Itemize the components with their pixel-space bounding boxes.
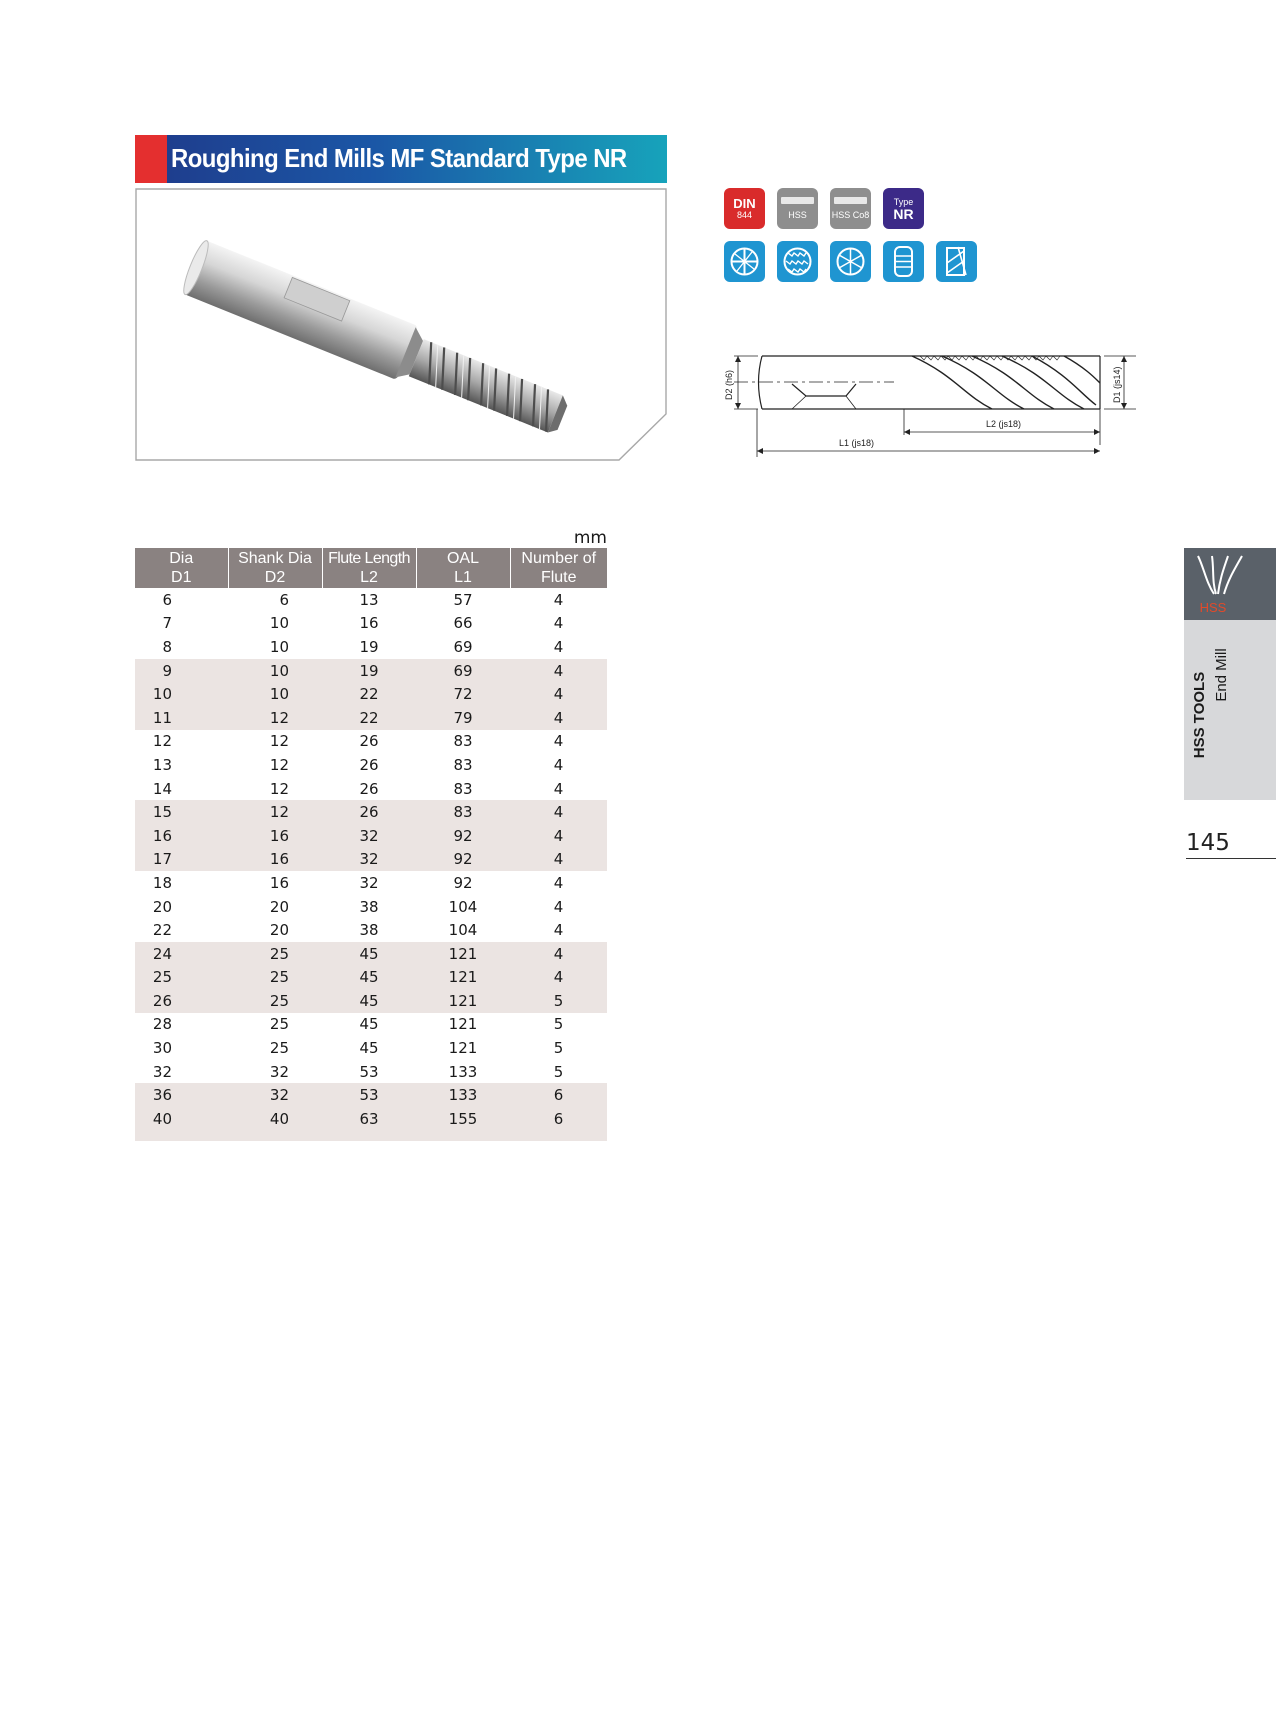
- cell-shank-dia: 10: [269, 637, 289, 656]
- cell-shank-dia: 16: [228, 824, 322, 848]
- cell-flute-length: 45: [322, 989, 416, 1013]
- cell-flute-length: 22: [322, 706, 416, 730]
- cell-shank-dia: 10: [228, 659, 322, 683]
- cell-number-of-flute: 4: [510, 966, 607, 990]
- spec-table-container: [135, 528, 607, 1141]
- table-row: [135, 730, 607, 754]
- page-number-rule: [1186, 858, 1276, 859]
- cell-oal: 83: [416, 800, 510, 824]
- header-dia-line2: D1: [171, 569, 192, 586]
- table-row: [135, 1060, 607, 1084]
- cell-dia: 9: [135, 659, 228, 683]
- din-badge-number: 844: [736, 209, 753, 220]
- table-header-row: [135, 548, 607, 588]
- cell-number-of-flute: 4: [553, 732, 564, 751]
- side-tab-category-label: HSS TOOLS: [1191, 671, 1208, 759]
- cell-dia: 32: [152, 1062, 172, 1081]
- header-oal: [416, 548, 510, 588]
- header-number-of-flute: [510, 548, 607, 588]
- cell-number-of-flute: 4: [510, 659, 607, 683]
- cell-number-of-flute: 4: [510, 706, 607, 730]
- unit-label: mm: [573, 528, 607, 548]
- cell-oal: 104: [448, 897, 478, 916]
- cell-shank-dia: 12: [269, 779, 289, 798]
- cell-number-of-flute: 4: [510, 848, 607, 872]
- table-row: [135, 871, 607, 895]
- cell-oal: 121: [448, 1015, 478, 1034]
- header-shank-dia: [228, 548, 322, 588]
- cell-flute-length: 38: [359, 897, 379, 916]
- cell-dia: 17: [135, 848, 228, 872]
- cell-number-of-flute: 5: [553, 1015, 564, 1034]
- cell-flute-length: 26: [359, 779, 379, 798]
- table-row: [135, 895, 607, 919]
- hss-co8-badge: [830, 188, 871, 229]
- cell-dia: 11: [135, 706, 228, 730]
- cell-dia: 15: [135, 800, 228, 824]
- cell-dia: 30: [152, 1039, 172, 1058]
- cell-dia: 40: [135, 1107, 228, 1131]
- cell-dia: 7: [162, 614, 172, 633]
- cell-shank-dia: 20: [269, 897, 289, 916]
- cell-flute-length: 26: [359, 755, 379, 774]
- d1-label: D1 (js14): [1112, 366, 1122, 403]
- cell-number-of-flute: 4: [510, 824, 607, 848]
- technical-drawing: [724, 345, 1136, 460]
- cell-number-of-flute: 4: [510, 942, 607, 966]
- cell-number-of-flute: 4: [553, 637, 564, 656]
- cell-dia: 25: [135, 966, 228, 990]
- cell-flute-length: 26: [359, 732, 379, 751]
- cell-dia: 24: [135, 942, 228, 966]
- cell-dia: 13: [152, 755, 172, 774]
- table-row: [135, 918, 607, 942]
- table-footer-cell: [135, 1131, 607, 1141]
- cell-shank-dia: 16: [228, 848, 322, 872]
- cell-flute-length: 26: [322, 800, 416, 824]
- cell-shank-dia: 32: [269, 1062, 289, 1081]
- side-tab-subcategory-label: End Mill: [1213, 648, 1230, 702]
- cell-dia: 14: [152, 779, 172, 798]
- cell-flute-length: 32: [359, 873, 379, 892]
- cell-oal: 133: [416, 1083, 510, 1107]
- cell-oal: 92: [416, 848, 510, 872]
- cell-shank-dia: 16: [269, 873, 289, 892]
- header-shank-line2: D2: [264, 569, 286, 586]
- cell-dia: 8: [162, 637, 172, 656]
- cell-oal: 72: [416, 682, 510, 706]
- cell-flute-length: 32: [322, 848, 416, 872]
- cylindrical-shank-icon: [883, 241, 924, 282]
- cell-flute-length: 19: [359, 637, 379, 656]
- cell-flute-length: 32: [322, 824, 416, 848]
- cell-shank-dia: 25: [228, 966, 322, 990]
- cell-flute-length: 53: [359, 1062, 379, 1081]
- cell-shank-dia: 10: [269, 614, 289, 633]
- product-photo: [135, 188, 667, 461]
- table-row: [135, 659, 607, 683]
- title-banner: [135, 135, 667, 183]
- cell-dia: 6: [162, 590, 172, 609]
- cell-shank-dia: 32: [228, 1083, 322, 1107]
- hss-badge: [777, 188, 818, 229]
- header-nof-line1: Number of: [521, 550, 597, 567]
- cell-flute-length: 45: [359, 1039, 379, 1058]
- header-nof-line2: Flute: [540, 569, 577, 586]
- cell-oal: 83: [453, 732, 473, 751]
- cell-number-of-flute: 4: [510, 800, 607, 824]
- roughing-profile-icon: [777, 241, 818, 282]
- header-oal-line1: OAL: [446, 550, 479, 567]
- table-row: [135, 1107, 607, 1131]
- spec-table: [135, 548, 607, 1141]
- header-flute-line1: Flute Length: [328, 550, 410, 567]
- table-row: [135, 635, 607, 659]
- cell-flute-length: 13: [359, 590, 379, 609]
- cell-dia: 18: [152, 873, 172, 892]
- cell-number-of-flute: 4: [553, 873, 564, 892]
- table-row: [135, 777, 607, 801]
- table-row: [135, 753, 607, 777]
- cell-oal: 121: [416, 966, 510, 990]
- cell-dia: 20: [152, 897, 172, 916]
- cell-number-of-flute: 4: [553, 614, 564, 633]
- cell-number-of-flute: 5: [553, 1062, 564, 1081]
- table-row: [135, 942, 607, 966]
- table-row: [135, 800, 607, 824]
- right-hand-helix-icon: [936, 241, 977, 282]
- cell-oal: 133: [448, 1062, 478, 1081]
- header-dia: [135, 548, 228, 588]
- cell-oal: 69: [416, 659, 510, 683]
- header-shank-line1: Shank Dia: [238, 550, 312, 567]
- cell-oal: 155: [416, 1107, 510, 1131]
- cell-flute-length: 45: [322, 966, 416, 990]
- table-row: [135, 706, 607, 730]
- cell-dia: 26: [135, 989, 228, 1013]
- cell-number-of-flute: 6: [510, 1107, 607, 1131]
- cell-dia: 10: [135, 682, 228, 706]
- cell-oal: 79: [416, 706, 510, 730]
- table-row: [135, 1036, 607, 1060]
- cell-flute-length: 16: [359, 614, 379, 633]
- cell-shank-dia: 25: [228, 942, 322, 966]
- cell-oal: 57: [453, 590, 473, 609]
- cell-shank-dia: 25: [228, 989, 322, 1013]
- table-row: [135, 848, 607, 872]
- cell-dia: 36: [135, 1083, 228, 1107]
- cell-oal: 83: [453, 779, 473, 798]
- cell-flute-length: 45: [359, 1015, 379, 1034]
- side-tab-logo: [1184, 548, 1276, 620]
- cell-number-of-flute: 4: [553, 590, 564, 609]
- page-number: 145: [1186, 830, 1230, 856]
- table-row: [135, 1083, 607, 1107]
- cell-flute-length: 63: [322, 1107, 416, 1131]
- table-row: [135, 966, 607, 990]
- table-row: [135, 824, 607, 848]
- l2-label: L2 (js18): [986, 419, 1022, 429]
- cell-number-of-flute: 4: [553, 921, 564, 940]
- cell-oal: 92: [416, 824, 510, 848]
- cell-oal: 92: [453, 873, 473, 892]
- header-dia-line1: Dia: [169, 550, 194, 567]
- cell-flute-length: 19: [322, 659, 416, 683]
- page-title: Roughing End Mills MF Standard Type NR: [171, 143, 627, 173]
- table-body: [135, 588, 607, 1141]
- cell-oal: 83: [453, 755, 473, 774]
- hss-badge-bar: [781, 197, 814, 204]
- cell-flute-length: 22: [322, 682, 416, 706]
- cell-number-of-flute: 5: [553, 1039, 564, 1058]
- cell-shank-dia: 12: [228, 706, 322, 730]
- din-badge: [724, 188, 765, 229]
- table-footer-filler: [135, 1131, 607, 1141]
- cell-oal: 121: [416, 989, 510, 1013]
- cell-shank-dia: 25: [269, 1039, 289, 1058]
- table-row: [135, 588, 607, 612]
- multi-flute-icon: [830, 241, 871, 282]
- cell-shank-dia: 12: [269, 732, 289, 751]
- cell-number-of-flute: 6: [510, 1083, 607, 1107]
- type-nr-badge: [883, 188, 924, 229]
- cell-shank-dia: 40: [228, 1107, 322, 1131]
- table-row: [135, 989, 607, 1013]
- cell-oal: 69: [453, 637, 473, 656]
- cell-dia: 28: [152, 1015, 172, 1034]
- cell-oal: 121: [416, 942, 510, 966]
- table-row: [135, 1013, 607, 1037]
- type-badge-value: NR: [893, 205, 914, 222]
- cell-shank-dia: 25: [269, 1015, 289, 1034]
- cell-dia: 22: [152, 921, 172, 940]
- cell-oal: 104: [448, 921, 478, 940]
- cell-number-of-flute: 5: [510, 989, 607, 1013]
- hss-badge-label: HSS: [788, 210, 807, 220]
- table-row: [135, 612, 607, 636]
- header-flute-line2: L2: [360, 569, 378, 586]
- header-flute-length: [322, 548, 416, 588]
- table-row: [135, 682, 607, 706]
- type-badge-title: Type: [893, 196, 914, 207]
- header-oal-line2: L1: [454, 569, 472, 586]
- d2-label: D2 (h6): [724, 369, 734, 400]
- cell-shank-dia: 6: [279, 590, 289, 609]
- hss-co8-badge-label: HSS Co8: [831, 210, 870, 220]
- cell-number-of-flute: 4: [510, 682, 607, 706]
- cell-shank-dia: 10: [228, 682, 322, 706]
- cell-flute-length: 53: [322, 1083, 416, 1107]
- hss-co8-badge-bar: [834, 197, 867, 204]
- cell-oal: 121: [448, 1039, 478, 1058]
- cell-number-of-flute: 4: [553, 755, 564, 774]
- cell-flute-length: 45: [322, 942, 416, 966]
- din-badge-title: DIN: [733, 195, 756, 211]
- l1-label: L1 (js18): [839, 438, 875, 448]
- cell-number-of-flute: 4: [553, 897, 564, 916]
- cell-shank-dia: 12: [228, 800, 322, 824]
- side-tab-hss-label: HSS: [1199, 600, 1227, 615]
- cell-flute-length: 38: [359, 921, 379, 940]
- cell-shank-dia: 12: [269, 755, 289, 774]
- cell-dia: 16: [135, 824, 228, 848]
- title-accent: [135, 135, 167, 183]
- side-tab-text: [1184, 620, 1276, 800]
- cell-oal: 66: [453, 614, 473, 633]
- cell-number-of-flute: 4: [553, 779, 564, 798]
- four-flute-end-icon: [724, 241, 765, 282]
- cell-shank-dia: 20: [269, 921, 289, 940]
- cell-dia: 12: [152, 732, 172, 751]
